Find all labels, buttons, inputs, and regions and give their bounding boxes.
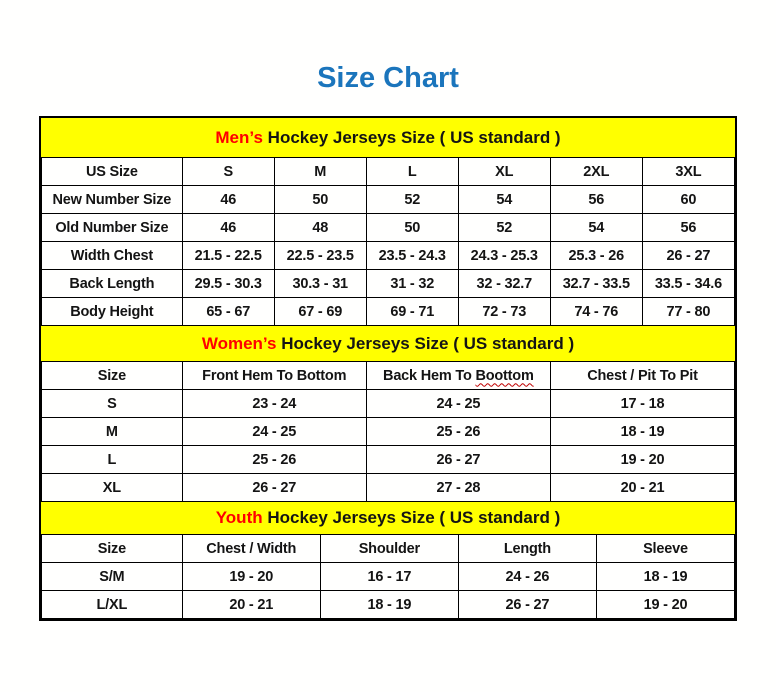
cell-value: 77 - 80: [642, 298, 734, 326]
page-title: Size Chart: [317, 62, 459, 94]
table-row: [42, 474, 735, 502]
column-header: Shoulder: [320, 535, 458, 563]
cell-value: 24.3 - 25.3: [458, 242, 550, 270]
table-row: [42, 418, 735, 446]
cell-value: 20 - 21: [550, 474, 734, 502]
row-label: Back Length: [42, 270, 183, 298]
heading-highlight-youth: Youth: [215, 508, 263, 527]
cell-value: 33.5 - 34.6: [642, 270, 734, 298]
column-header: US Size: [42, 158, 183, 186]
header-row: [42, 535, 735, 563]
table-row: [42, 214, 735, 242]
cell-value: 21.5 - 22.5: [182, 242, 274, 270]
cell-value: 24 - 25: [182, 418, 366, 446]
cell-value: 52: [366, 186, 458, 214]
cell-value: 69 - 71: [366, 298, 458, 326]
section-heading-youth: [41, 502, 735, 534]
cell-value: 26 - 27: [458, 591, 596, 619]
table-row: [42, 446, 735, 474]
column-header: Size: [42, 535, 183, 563]
cell-value: 23 - 24: [182, 390, 366, 418]
header-row: [42, 158, 735, 186]
cell-value: 50: [274, 186, 366, 214]
table-youth: [41, 534, 735, 619]
heading-highlight-mens: Men’s: [215, 127, 263, 147]
cell-value: 52: [458, 214, 550, 242]
cell-value: 48: [274, 214, 366, 242]
cell-value: 25.3 - 26: [550, 242, 642, 270]
table-mens: [41, 157, 735, 326]
misspelled-word: Boottom: [475, 367, 534, 384]
row-label: Old Number Size: [42, 214, 183, 242]
cell-value: 23.5 - 24.3: [366, 242, 458, 270]
column-header: M: [274, 158, 366, 186]
column-header: Sleeve: [596, 535, 734, 563]
section-heading-mens: [41, 118, 735, 157]
cell-value: 32.7 - 33.5: [550, 270, 642, 298]
row-label: Width Chest: [42, 242, 183, 270]
cell-value: 60: [642, 186, 734, 214]
heading-text-youth: Hockey Jerseys Size ( US standard ): [262, 508, 561, 527]
size-chart: [39, 116, 737, 621]
table-row: [42, 298, 735, 326]
header-row: [42, 362, 735, 390]
cell-value: 17 - 18: [550, 390, 734, 418]
column-header: Size: [42, 362, 183, 390]
cell-value: 56: [642, 214, 734, 242]
cell-value: 25 - 26: [366, 418, 550, 446]
table-row: [42, 242, 735, 270]
heading-text-mens: Hockey Jerseys Size ( US standard ): [262, 127, 561, 147]
row-label: Body Height: [42, 298, 183, 326]
cell-value: 20 - 21: [182, 591, 320, 619]
cell-value: 18 - 19: [596, 563, 734, 591]
column-header: 3XL: [642, 158, 734, 186]
cell-value: 46: [182, 186, 274, 214]
column-header: XL: [458, 158, 550, 186]
column-header: 2XL: [550, 158, 642, 186]
row-label: XL: [42, 474, 183, 502]
cell-value: 54: [550, 214, 642, 242]
cell-value: 18 - 19: [320, 591, 458, 619]
column-header: Chest / Pit To Pit: [550, 362, 734, 390]
cell-value: 19 - 20: [182, 563, 320, 591]
column-header: L: [366, 158, 458, 186]
cell-value: 18 - 19: [550, 418, 734, 446]
cell-value: 29.5 - 30.3: [182, 270, 274, 298]
cell-value: 19 - 20: [596, 591, 734, 619]
row-label: New Number Size: [42, 186, 183, 214]
cell-value: 30.3 - 31: [274, 270, 366, 298]
column-header: S: [182, 158, 274, 186]
cell-value: 32 - 32.7: [458, 270, 550, 298]
cell-value: 56: [550, 186, 642, 214]
column-header: Front Hem To Bottom: [182, 362, 366, 390]
row-label: L: [42, 446, 183, 474]
cell-value: 67 - 69: [274, 298, 366, 326]
table-womens: [41, 361, 735, 502]
section-heading-womens: [41, 326, 735, 361]
heading-highlight-womens: Women’s: [201, 333, 277, 353]
column-header: Length: [458, 535, 596, 563]
row-label: S: [42, 390, 183, 418]
cell-value: 50: [366, 214, 458, 242]
table-row: [42, 563, 735, 591]
cell-value: 26 - 27: [642, 242, 734, 270]
cell-value: 46: [182, 214, 274, 242]
cell-value: 27 - 28: [366, 474, 550, 502]
cell-value: 19 - 20: [550, 446, 734, 474]
cell-value: 26 - 27: [182, 474, 366, 502]
cell-value: 72 - 73: [458, 298, 550, 326]
cell-value: 22.5 - 23.5: [274, 242, 366, 270]
header-word: Back Hem To: [383, 367, 476, 384]
table-row: [42, 186, 735, 214]
table-row: [42, 390, 735, 418]
cell-value: 31 - 32: [366, 270, 458, 298]
cell-value: 26 - 27: [366, 446, 550, 474]
heading-text-womens: Hockey Jerseys Size ( US standard ): [276, 333, 575, 353]
table-row: [42, 591, 735, 619]
table-row: [42, 270, 735, 298]
column-header: [366, 362, 550, 390]
row-label: M: [42, 418, 183, 446]
cell-value: 74 - 76: [550, 298, 642, 326]
cell-value: 65 - 67: [182, 298, 274, 326]
cell-value: 54: [458, 186, 550, 214]
cell-value: 24 - 25: [366, 390, 550, 418]
row-label: S/M: [42, 563, 183, 591]
column-header: Chest / Width: [182, 535, 320, 563]
cell-value: 24 - 26: [458, 563, 596, 591]
row-label: L/XL: [42, 591, 183, 619]
cell-value: 25 - 26: [182, 446, 366, 474]
cell-value: 16 - 17: [320, 563, 458, 591]
